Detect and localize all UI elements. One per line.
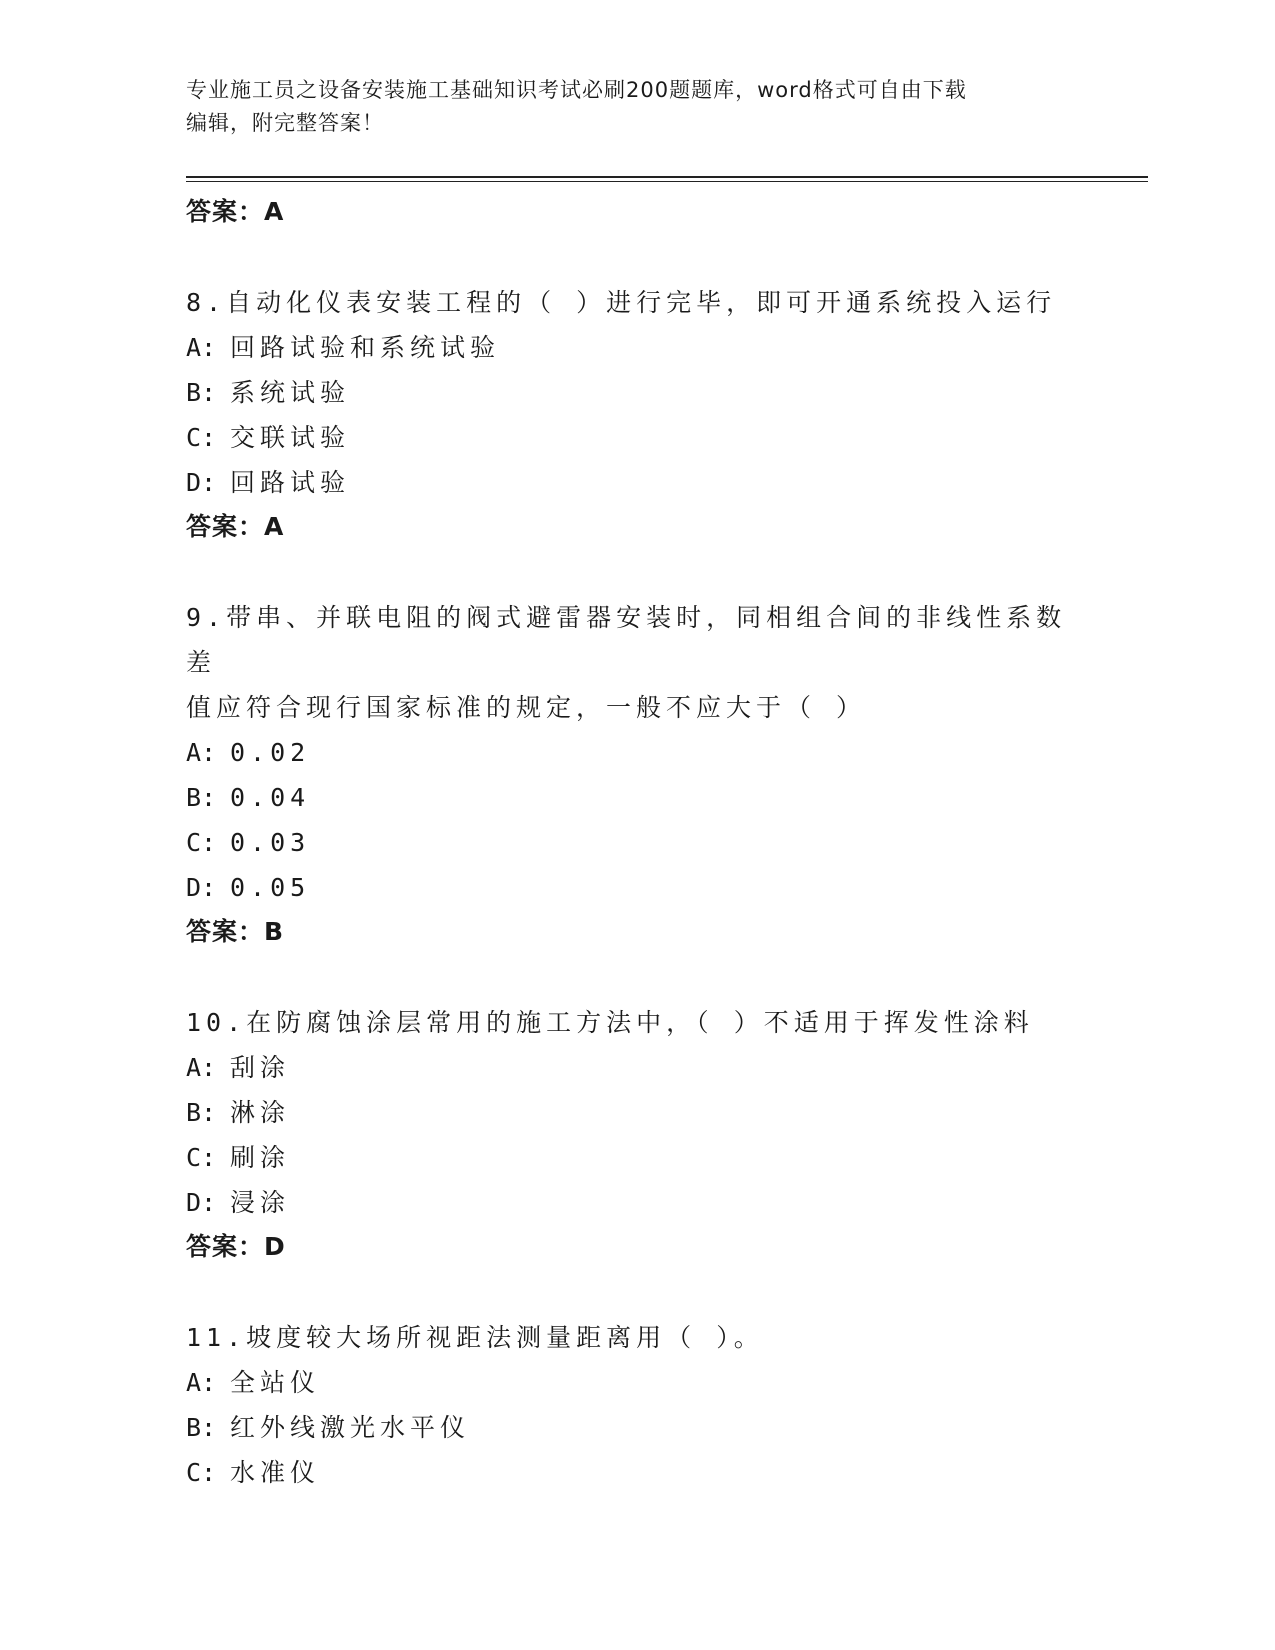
option-letter: C: bbox=[186, 828, 217, 857]
option-letter: D: bbox=[186, 873, 217, 902]
question-text: 10.在防腐蚀涂层常用的施工方法中，（ ）不适用于挥发性涂料 bbox=[186, 1008, 1034, 1037]
option-a bbox=[186, 325, 1086, 370]
question-block bbox=[186, 1000, 1086, 1269]
question-text: 8.自动化仪表安装工程的（ ）进行完毕，即可开通系统投入运行 bbox=[186, 288, 1057, 317]
option-letter: A: bbox=[186, 1053, 217, 1082]
option-d bbox=[186, 865, 1086, 910]
option-letter: B: bbox=[186, 1098, 217, 1127]
option-letter: C: bbox=[186, 1143, 217, 1172]
option-a bbox=[186, 1045, 1086, 1090]
option-text: 红外线激光水平仪 bbox=[230, 1413, 471, 1442]
option-d bbox=[186, 460, 1086, 505]
option-text: 全站仪 bbox=[230, 1368, 321, 1397]
option-letter: D: bbox=[186, 1188, 217, 1217]
option-text: 0.04 bbox=[230, 783, 311, 812]
question-block bbox=[186, 1315, 1086, 1495]
spacer bbox=[186, 1269, 1086, 1315]
option-letter: C: bbox=[186, 1458, 217, 1487]
header-line-1: 专业施工员之设备安装施工基础知识考试必刷200题题库，word格式可自由下载 bbox=[186, 78, 967, 102]
header-line-2: 编辑，附完整答案！ bbox=[186, 111, 384, 135]
option-letter: B: bbox=[186, 1413, 217, 1442]
option-text: 系统试验 bbox=[230, 378, 351, 407]
option-c bbox=[186, 1135, 1086, 1180]
question-list bbox=[186, 190, 1086, 1495]
header-rule-thin bbox=[186, 181, 1148, 182]
answer-line: 答案：D bbox=[186, 1232, 286, 1261]
header-rule-thick bbox=[186, 176, 1148, 178]
answer-line: 答案：A bbox=[186, 197, 285, 226]
question-text: 11.坡度较大场所视距法测量距离用（ ）。 bbox=[186, 1323, 764, 1352]
question-text: 9.带串、并联电阻的阀式避雷器安装时，同相组合间的非线性系数差 bbox=[186, 603, 1067, 677]
spacer bbox=[186, 549, 1086, 595]
option-text: 水准仪 bbox=[230, 1458, 321, 1487]
option-text: 0.02 bbox=[230, 738, 311, 767]
page-header bbox=[186, 74, 1066, 140]
question-block bbox=[186, 280, 1086, 549]
option-a bbox=[186, 730, 1086, 775]
option-b bbox=[186, 775, 1086, 820]
option-letter: C: bbox=[186, 423, 217, 452]
option-text: 回路试验和系统试验 bbox=[230, 333, 501, 362]
option-text: 刷涂 bbox=[230, 1143, 291, 1172]
option-letter: D: bbox=[186, 468, 217, 497]
option-c bbox=[186, 820, 1086, 865]
spacer bbox=[186, 954, 1086, 1000]
option-text: 淋涂 bbox=[230, 1098, 291, 1127]
option-b bbox=[186, 1090, 1086, 1135]
question-block bbox=[186, 595, 1086, 954]
option-letter: A: bbox=[186, 333, 217, 362]
question-text-continued: 值应符合现行国家标准的规定，一般不应大于（ ） bbox=[186, 693, 867, 722]
option-letter: B: bbox=[186, 378, 217, 407]
option-b bbox=[186, 370, 1086, 415]
option-d bbox=[186, 1180, 1086, 1225]
option-c bbox=[186, 1450, 1086, 1495]
answer-line: 答案：B bbox=[186, 917, 285, 946]
option-letter: B: bbox=[186, 783, 217, 812]
option-b bbox=[186, 1405, 1086, 1450]
option-c bbox=[186, 415, 1086, 460]
option-text: 交联试验 bbox=[230, 423, 351, 452]
option-text: 0.05 bbox=[230, 873, 311, 902]
answer-line: 答案：A bbox=[186, 512, 285, 541]
option-text: 刮涂 bbox=[230, 1053, 291, 1082]
spacer bbox=[186, 234, 1086, 280]
option-text: 浸涂 bbox=[230, 1188, 291, 1217]
option-text: 0.03 bbox=[230, 828, 311, 857]
option-letter: A: bbox=[186, 738, 217, 767]
option-letter: A: bbox=[186, 1368, 217, 1397]
option-text: 回路试验 bbox=[230, 468, 351, 497]
option-a bbox=[186, 1360, 1086, 1405]
